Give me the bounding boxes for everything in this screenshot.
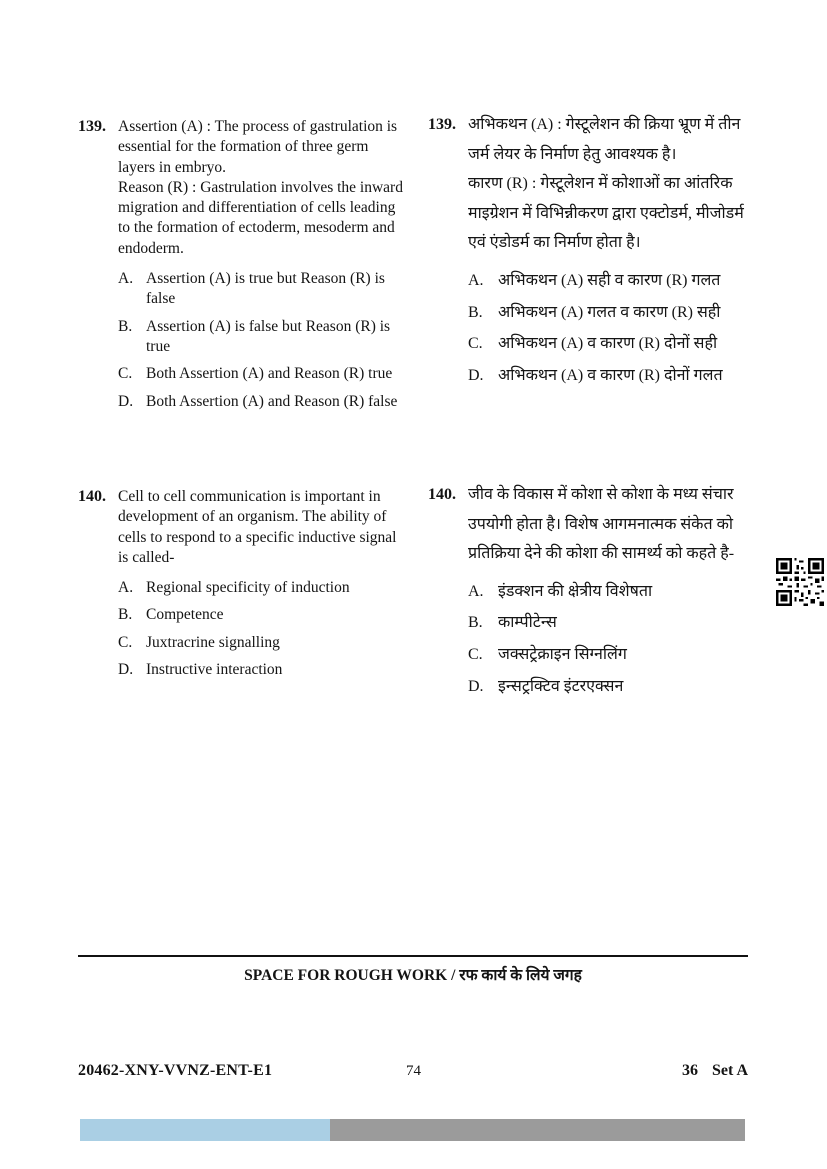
option-letter: C.	[468, 335, 483, 353]
option-text: इन्सट्रक्टिव इंटरएक्सन	[498, 677, 624, 695]
bottom-bar-blue-segment	[80, 1119, 330, 1141]
set-info	[682, 1062, 748, 1080]
qr-code	[776, 558, 824, 606]
option-letter: D.	[118, 392, 134, 410]
option-b	[468, 298, 760, 328]
rough-work-label: SPACE FOR ROUGH WORK / रफ कार्य के लिये जगह	[244, 967, 582, 984]
page-number: 74	[406, 1063, 421, 1079]
option-b	[118, 317, 408, 358]
question-number: 140.	[428, 486, 456, 503]
question-text: Cell to cell communication is important in development of an organism. The ability of cells to respond to a specific inductive signal is called-	[118, 488, 397, 566]
option-c	[468, 329, 760, 359]
bottom-bar	[80, 1119, 745, 1141]
question-139-english	[78, 117, 408, 412]
question-body	[118, 117, 408, 412]
question-body	[118, 487, 408, 680]
question-body	[468, 110, 760, 390]
option-letter: B.	[118, 606, 133, 624]
option-a	[468, 577, 760, 607]
option-a	[468, 266, 760, 296]
question-140-english	[78, 487, 408, 680]
option-a	[118, 269, 408, 310]
option-b	[118, 605, 408, 625]
reason-text: कारण (R) : गेस्टूलेशन में कोशाओं का आंतरिक माइग्रेशन में विभिन्नीकरण द्वारा एक्टोडर्म, मीजोडर्म एवं एंडोडर्म का निर्माण होता है।	[468, 175, 744, 252]
option-letter: D.	[118, 661, 134, 679]
option-text: Instructive interaction	[146, 661, 283, 679]
option-d	[468, 361, 760, 391]
option-letter: B.	[468, 614, 483, 632]
question-140-hindi	[428, 480, 760, 701]
option-c	[468, 640, 760, 670]
option-letter: A.	[118, 270, 134, 288]
page-footer	[0, 1062, 827, 1086]
qr-code-graphic	[776, 558, 824, 606]
option-text: अभिकथन (A) सही व कारण (R) गलत	[498, 271, 721, 289]
option-c	[118, 364, 408, 384]
option-text: अभिकथन (A) व कारण (R) दोनों गलत	[498, 366, 723, 384]
rough-work-section	[78, 955, 748, 985]
option-text: इंडक्शन की क्षेत्रीय विशेषता	[498, 582, 653, 600]
assertion-text: अभिकथन (A) : गेस्टूलेशन की क्रिया भ्रूण में तीन जर्म लेयर के निर्माण हेतु आवश्यक है।	[468, 116, 741, 163]
option-letter: D.	[468, 366, 484, 384]
option-text: Regional specificity of induction	[146, 579, 350, 597]
option-letter: B.	[468, 303, 483, 321]
question-number: 140.	[78, 488, 106, 505]
option-c	[118, 633, 408, 653]
option-text: Assertion (A) is true but Reason (R) is false	[146, 270, 385, 308]
assertion-text: Assertion (A) : The process of gastrulation is essential for the formation of three germ layers in embryo.	[118, 118, 398, 176]
option-letter: D.	[468, 677, 484, 695]
question-number: 139.	[78, 118, 106, 135]
option-letter: A.	[468, 271, 484, 289]
option-b	[468, 608, 760, 638]
option-d	[118, 660, 408, 680]
option-letter: C.	[118, 633, 133, 651]
question-text: जीव के विकास में कोशा से कोशा के मध्य संचार उपयोगी होता है। विशेष आगमनात्मक संकेत को प्रतिक्रिया देने की कोशा की सामर्थ्य को कहते है-	[468, 486, 735, 563]
bottom-bar-gray-segment	[330, 1119, 745, 1141]
option-letter: B.	[118, 317, 133, 335]
option-letter: C.	[468, 645, 483, 663]
question-number: 139.	[428, 116, 456, 133]
option-text: Both Assertion (A) and Reason (R) true	[146, 365, 393, 383]
question-body	[468, 480, 760, 701]
option-text: Assertion (A) is false but Reason (R) is true	[146, 317, 391, 355]
option-text: Juxtracrine signalling	[146, 633, 280, 651]
set-label: Set A	[712, 1062, 748, 1079]
reason-text: Reason (R) : Gastrulation involves the inward migration and differentiation of cells leading to the formation of ectoderm, mesoderm and endoderm.	[118, 178, 403, 257]
option-letter: C.	[118, 365, 133, 383]
option-text: Both Assertion (A) and Reason (R) false	[146, 392, 398, 410]
set-number: 36	[682, 1062, 698, 1079]
option-d	[118, 392, 408, 412]
question-139-hindi	[428, 110, 760, 390]
option-text: अभिकथन (A) व कारण (R) दोनों सही	[498, 335, 718, 353]
paper-code: 20462-XNY-VVNZ-ENT-E1	[78, 1062, 273, 1079]
option-a	[118, 578, 408, 598]
option-text: जक्सट्रेक्राइन सिग्नलिंग	[498, 645, 627, 663]
option-text: काम्पीटेन्स	[498, 614, 557, 632]
option-letter: A.	[468, 582, 484, 600]
option-text: Competence	[146, 606, 224, 624]
option-letter: A.	[118, 579, 134, 597]
option-text: अभिकथन (A) गलत व कारण (R) सही	[498, 303, 721, 321]
option-d	[468, 672, 760, 702]
